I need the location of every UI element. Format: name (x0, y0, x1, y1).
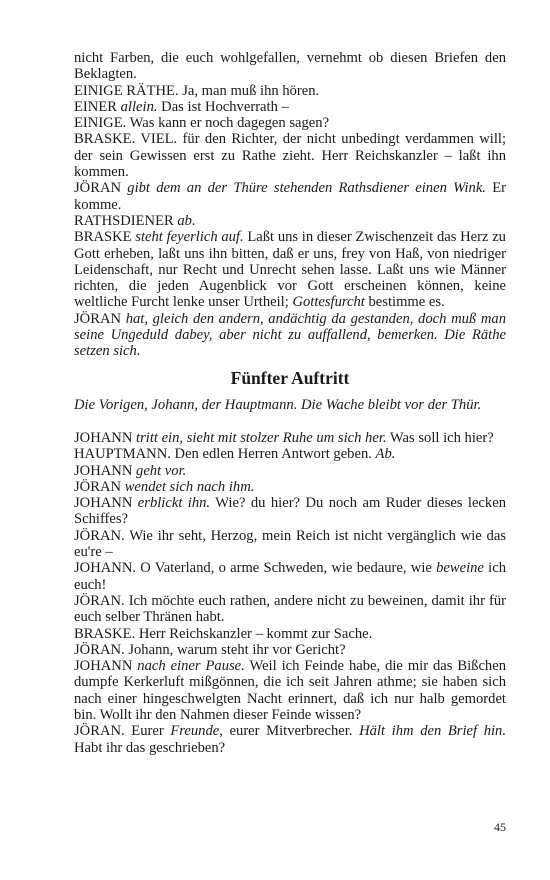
stage-direction: gibt dem an der Thüre stehenden Rathsdiener einen Wink. (127, 180, 486, 197)
stage-direction: wendet sich nach ihm. (124, 478, 255, 495)
dialogue-paragraph (74, 463, 506, 479)
dialogue-text: Er komme. (74, 180, 506, 213)
dialogue-paragraph (74, 593, 506, 626)
stage-direction: steht feyerlich auf. (135, 229, 244, 246)
dialogue-text: EINIGE. Was kann er noch dagegen sagen? (74, 115, 330, 132)
dialogue-text: JÖRAN. Eurer (74, 723, 171, 740)
dialogue-paragraph (74, 99, 506, 115)
dialogue-paragraph (74, 83, 506, 99)
dialogue-text: JÖRAN (74, 478, 125, 495)
dialogue-text: Was soll ich hier? (386, 429, 494, 446)
dialogue-text: JOHANN (74, 429, 137, 446)
stage-direction: ab. (177, 212, 196, 229)
stage-direction: geht vor. (136, 462, 187, 479)
dialogue-paragraph (74, 446, 506, 462)
stage-direction: beweine (436, 560, 484, 577)
dialogue-paragraph (74, 528, 506, 561)
page-number: 45 (494, 820, 506, 834)
dialogue-paragraph (74, 626, 506, 642)
dialogue-text: Weil ich Feinde habe, die mir das Bißchen dumpfe Kerkerluft mißgönnen, die ich seit Jahren athme; sie haben sich nach einer hingeschwelgten Nacht erinnert, daß ich nur halb gemordet bin. Wollt ihr den Nahmen dieser Feinde wissen? (74, 658, 507, 723)
dialogue-text: JÖRAN. Ich möchte euch rathen, andere nicht zu beweinen, damit ihr für euch selber Thränen habt. (74, 592, 506, 626)
scene-stage-direction: Die Vorigen, Johann, der Hauptmann. Die Wache bleibt vor der Thür. (74, 396, 482, 413)
stage-direction: tritt ein, sieht mit stolzer Ruhe um sich her. (136, 429, 387, 446)
dialogue-text: bestimme es. (364, 294, 445, 311)
dialogue-text: ich euch! (74, 560, 506, 593)
stage-direction: Ab. (375, 446, 396, 463)
dialogue-paragraph (74, 560, 506, 593)
dialogue-block-bottom (74, 430, 506, 756)
dialogue-paragraph (74, 50, 506, 83)
stage-direction: allein. (120, 98, 158, 115)
dialogue-text: BRASKE. Herr Reichskanzler – kommt zur Sache. (74, 625, 373, 642)
page-body (74, 50, 506, 756)
stage-direction: hat, gleich den andern, andächtig da gestanden, doch muß man seine Ungeduld dabey, aber nicht zu auffallend, bemerken. Die Räthe setzen sich. (74, 310, 506, 360)
dialogue-paragraph (74, 180, 506, 213)
dialogue-text: Laßt uns in dieser Zwischenzeit das Herz zu Gott erheben, laßt uns ihn bitten, daß er uns, frey von Haß, von niedriger Leidenschaft, nur Recht und Unrecht sehen lasse. Laßt uns wie Männer richten, die jeden Augenblick vor Gott erscheinen können, keine weltliche Furcht lenke unser Urtheil; (74, 229, 506, 311)
dialogue-paragraph (74, 479, 506, 495)
stage-direction: Freunde (170, 723, 220, 740)
dialogue-paragraph (74, 723, 506, 756)
dialogue-text: BRASKE. VIEL. für den Richter, der nicht unbedingt verdammen will; der sein Gewissen erst zu Rathe zieht. Herr Reichskanzler – laßt ihn kommen. (74, 131, 506, 181)
stage-direction: Hält ihm den Brief hin. (359, 723, 507, 740)
dialogue-paragraph (74, 642, 506, 658)
dialogue-text: HAUPTMANN. Den edlen Herren Antwort geben. (74, 446, 376, 463)
dialogue-text: EINER (74, 98, 121, 115)
dialogue-text: JÖRAN (74, 180, 128, 197)
dialogue-text: RATHSDIENER (74, 212, 178, 229)
dialogue-paragraph (74, 495, 506, 528)
scene-heading: Fünfter Auftritt (230, 367, 350, 388)
dialogue-text: JOHANN (74, 658, 138, 675)
stage-direction: Gottesfurcht (292, 294, 365, 311)
dialogue-paragraph (74, 311, 506, 360)
dialogue-block-top (74, 50, 506, 360)
dialogue-paragraph (74, 115, 506, 131)
dialogue-text: BRASKE (74, 229, 136, 246)
dialogue-text: JÖRAN. Johann, warum steht ihr vor Gericht? (74, 641, 346, 658)
dialogue-text: JOHANN. O Vaterland, o arme Schweden, wie bedaure, wie (74, 560, 437, 577)
dialogue-text: , eurer Mitverbrecher. (219, 723, 360, 740)
stage-direction: nach einer Pause. (137, 658, 245, 675)
dialogue-paragraph (74, 229, 506, 310)
stage-direction: erblickt ihn. (137, 495, 211, 512)
dialogue-text: nicht Farben, die euch wohlgefallen, vernehmt ob diesen Briefen den Beklagten. (74, 50, 506, 83)
dialogue-text: JOHANN (74, 462, 137, 479)
dialogue-paragraph (74, 658, 506, 723)
dialogue-paragraph (74, 430, 506, 446)
dialogue-text: Wie? du hier? Du noch am Ruder dieses lecken Schiffes? (74, 495, 506, 528)
dialogue-paragraph (74, 131, 506, 180)
dialogue-text: JÖRAN (74, 310, 126, 327)
dialogue-text: JÖRAN. Wie ihr seht, Herzog, mein Reich ist nicht vergänglich wie das eu're – (74, 527, 506, 561)
dialogue-text: EINIGE RÄTHE. Ja, man muß ihn hören. (74, 82, 320, 99)
dialogue-text: Habt ihr das geschrieben? (74, 739, 226, 756)
dialogue-text: Das ist Hochverrath – (157, 98, 289, 115)
dialogue-text: JOHANN (74, 495, 138, 512)
dialogue-paragraph (74, 213, 506, 229)
